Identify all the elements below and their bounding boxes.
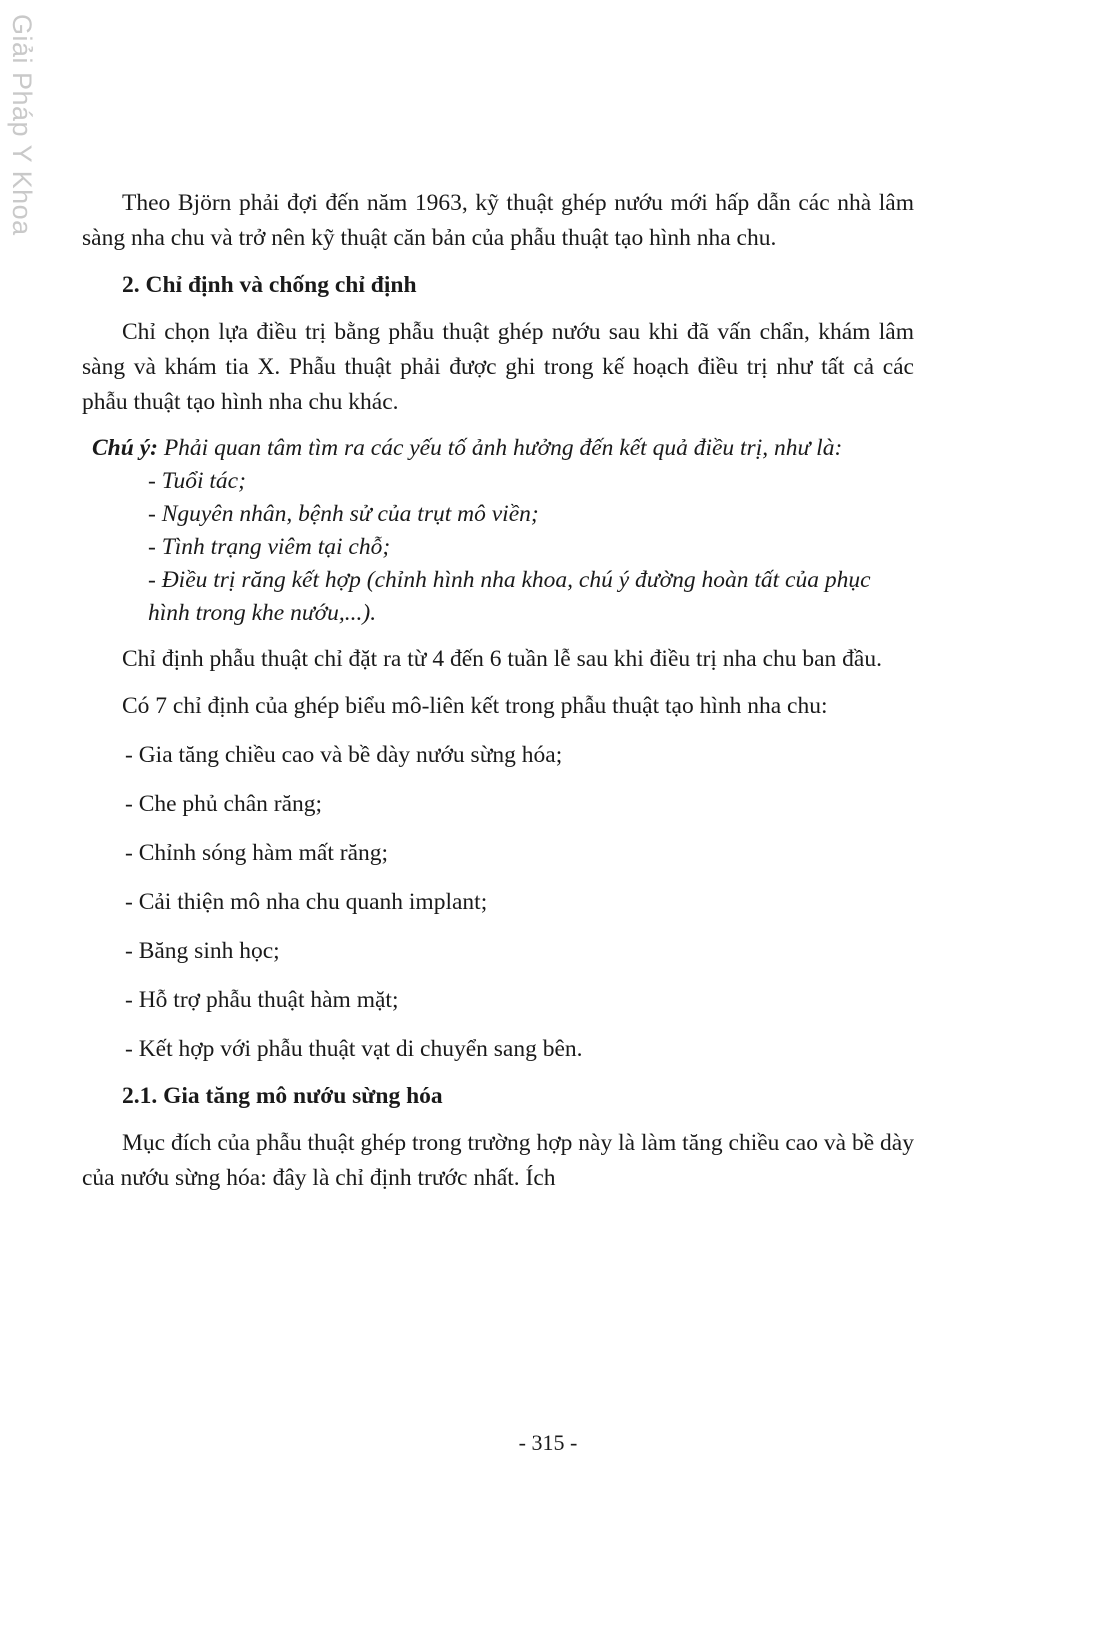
list-item: - Gia tăng chiều cao và bề dày nướu sừng hóa; — [125, 742, 563, 768]
page-number: - 315 - — [518, 1430, 578, 1455]
paragraph-timing: Chỉ định phẫu thuật chỉ đặt ra từ 4 đến 6 tuần lễ sau khi điều trị nha chu ban đầu. — [122, 646, 882, 672]
note-block — [92, 432, 914, 630]
note-item: - Điều trị răng kết hợp (chỉnh hình nha khoa, chú ý đường hoàn tất của phục hình trong khe nướu,...). — [148, 567, 871, 626]
list-item: - Che phủ chân răng; — [125, 791, 323, 817]
paragraph-purpose: Mục đích của phẫu thuật ghép trong trường hợp này là làm tăng chiều cao và bề dày của nướu sừng hóa: đây là chỉ định trước nhất. Ích — [82, 1130, 914, 1191]
paragraph-selection: Chỉ chọn lựa điều trị bằng phẫu thuật ghép nướu sau khi đã vấn chẩn, khám lâm sàng và khám tia X. Phẫu thuật phải được ghi trong kế hoạch điều trị như tất cả các phẫu thuật tạo hình nha chu khác. — [82, 319, 914, 415]
section-heading-2: 2. Chỉ định và chống chỉ định — [122, 272, 417, 298]
note-item: - Tuổi tác; — [148, 468, 246, 494]
watermark: Giải Pháp Y Khoa — [7, 14, 37, 236]
section-heading-2-1: 2.1. Gia tăng mô nướu sừng hóa — [122, 1083, 443, 1109]
note-item: - Tình trạng viêm tại chỗ; — [148, 534, 391, 560]
note-label: Chú ý: — [92, 435, 158, 461]
paragraph-indications-intro: Có 7 chỉ định của ghép biểu mô-liên kết trong phẫu thuật tạo hình nha chu: — [122, 693, 828, 719]
list-item: - Chỉnh sóng hàm mất răng; — [125, 840, 389, 866]
note-intro — [92, 432, 914, 465]
page-body — [82, 186, 914, 1196]
list-item: - Băng sinh học; — [125, 938, 280, 964]
note-item: - Nguyên nhân, bệnh sử của trụt mô viền; — [148, 501, 539, 527]
note-list — [148, 465, 914, 630]
note-text: Phải quan tâm tìm ra các yếu tố ảnh hưởng đến kết quả điều trị, như là: — [157, 435, 843, 461]
list-item: - Cải thiện mô nha chu quanh implant; — [125, 889, 488, 915]
list-item: - Kết hợp với phẫu thuật vạt di chuyển sang bên. — [125, 1036, 583, 1062]
list-item: - Hỗ trợ phẫu thuật hàm mặt; — [125, 987, 399, 1013]
indications-list — [82, 738, 914, 1067]
paragraph-intro: Theo Björn phải đợi đến năm 1963, kỹ thuật ghép nướu mới hấp dẫn các nhà lâm sàng nha chu và trở nên kỹ thuật căn bản của phẫu thuật tạo hình nha chu. — [82, 190, 914, 251]
